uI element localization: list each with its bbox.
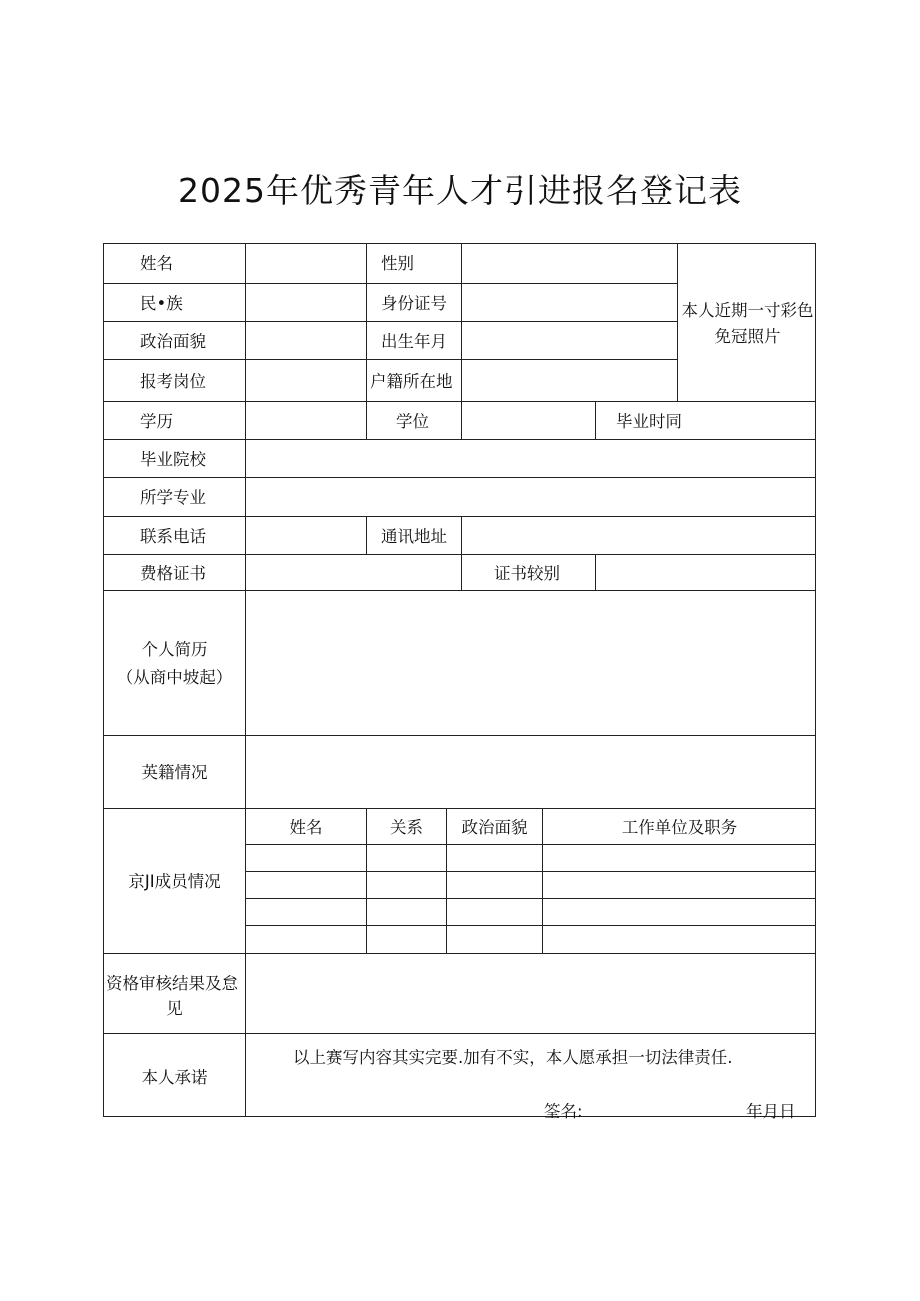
qualification-field[interactable] (246, 555, 461, 590)
resume-field[interactable] (246, 591, 816, 735)
school-field[interactable] (246, 440, 816, 477)
label-resume-line1: 个人简历 (141, 640, 208, 659)
degree-field[interactable] (462, 402, 595, 439)
family-row[interactable] (246, 899, 816, 925)
gender-field[interactable] (462, 244, 677, 283)
household-field[interactable] (462, 360, 677, 401)
label-review-line2: 见 (166, 999, 183, 1018)
photo-area[interactable] (678, 244, 816, 401)
family-header-political: 政治面貌 (461, 818, 528, 837)
label-school: 毕业院校 (140, 450, 206, 469)
pledge-text: 以上赛写内容其实完要.加有不实，本人愿承担一切法律责任. (293, 1048, 733, 1067)
label-resume-line2: （从商中坡起） (116, 668, 233, 687)
label-birth-date: 出生年月 (381, 332, 447, 351)
position-field[interactable] (246, 360, 366, 401)
label-name: 姓名 (140, 254, 173, 273)
label-major: 所学专业 (140, 488, 206, 507)
family-row[interactable] (246, 926, 816, 953)
label-pledge: 本人承诺 (141, 1068, 208, 1087)
page-title: 2025年优秀青年人才引进报名登记表 (178, 171, 742, 210)
birth-date-field[interactable] (462, 322, 677, 359)
awards-field[interactable] (246, 736, 816, 808)
signature-label: 筌名: (544, 1102, 583, 1121)
photo-label-line1: 本人近期一寸彩色 (681, 301, 814, 320)
label-degree: 学位 (396, 412, 429, 431)
name-field[interactable] (246, 244, 366, 283)
major-field[interactable] (246, 478, 816, 516)
registration-form (103, 243, 816, 1121)
label-cert-level: 证书较别 (494, 564, 560, 583)
photo-label-line2: 免冠照片 (714, 327, 781, 346)
label-id-number: 身份证号 (381, 294, 447, 313)
label-awards: 英籍情况 (141, 763, 208, 782)
family-header-name: 姓名 (289, 818, 323, 837)
label-gender: 性别 (381, 254, 414, 273)
family-header-work: 工作单位及职务 (621, 818, 738, 837)
id-number-field[interactable] (462, 284, 677, 321)
label-household: 户籍所在地 (370, 372, 453, 391)
label-graduation-time: 毕业时同 (616, 412, 682, 431)
label-education: 学历 (140, 412, 173, 431)
signature-field[interactable] (594, 1096, 734, 1116)
ethnicity-field[interactable] (246, 284, 366, 321)
label-position: 报考岗位 (140, 372, 206, 391)
education-field[interactable] (246, 402, 366, 439)
label-address: 通讯地址 (381, 527, 447, 546)
label-ethnicity: 民•族 (140, 294, 183, 313)
label-review-line1: 资格审核结果及怠 (106, 974, 238, 993)
political-status-field[interactable] (246, 322, 366, 359)
label-qualification: 费格证书 (140, 564, 206, 583)
family-header-relation: 关系 (390, 818, 423, 837)
address-field[interactable] (462, 517, 816, 554)
family-row[interactable] (246, 872, 816, 898)
label-phone: 联系电话 (140, 527, 206, 546)
review-field[interactable] (246, 954, 816, 1033)
date-label: 年月日 (746, 1102, 796, 1121)
label-family: 京JI成员情况 (128, 872, 221, 891)
family-row[interactable] (246, 845, 816, 871)
label-political-status: 政治面貌 (140, 332, 206, 351)
cert-level-field[interactable] (596, 555, 816, 590)
phone-field[interactable] (246, 517, 366, 554)
